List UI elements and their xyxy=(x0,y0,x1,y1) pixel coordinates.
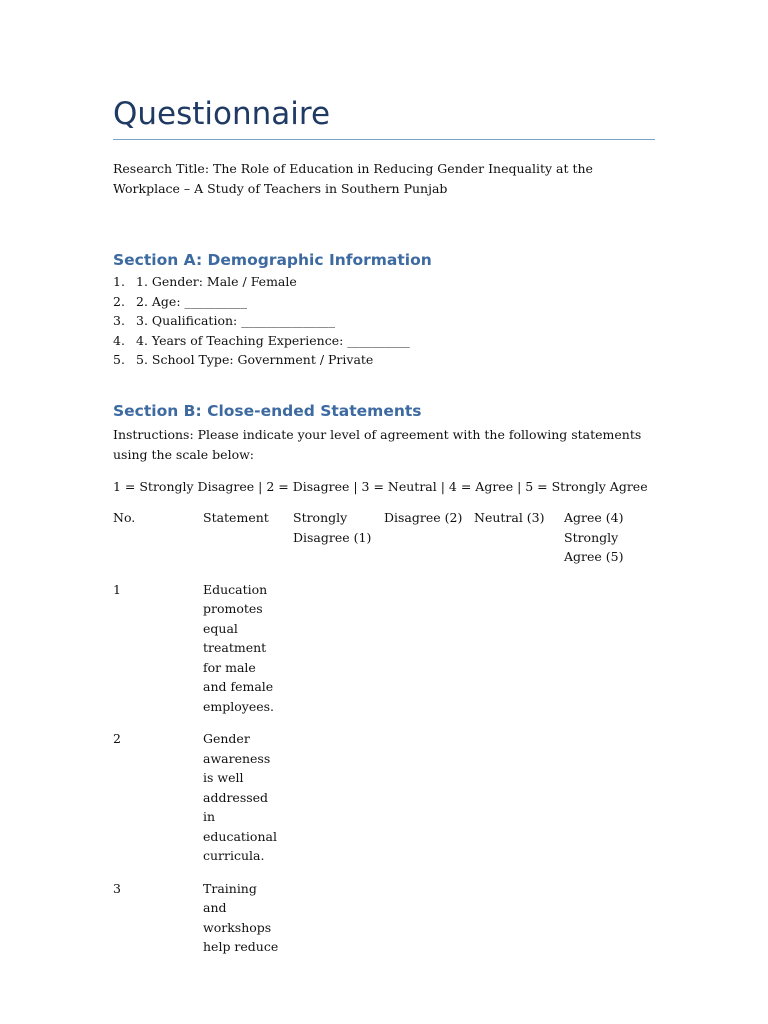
list-item-text: 4. Years of Teaching Experience: __________ xyxy=(136,332,410,348)
list-item-number: 4. xyxy=(113,332,125,348)
section-b-heading: Section B: Close-ended Statements xyxy=(113,402,422,420)
list-item-text: 2. Age: __________ xyxy=(136,293,248,309)
column-header-neutral: Neutral (3) xyxy=(474,510,545,525)
demographic-list xyxy=(113,272,410,370)
list-item-text: 5. School Type: Government / Private xyxy=(136,352,374,367)
column-header-agree-strongly-agree: Agree (4) Strongly Agree (5) xyxy=(564,510,624,564)
page-title: Questionnaire xyxy=(113,96,331,132)
column-header-disagree: Disagree (2) xyxy=(384,510,463,525)
list-item xyxy=(113,331,410,351)
list-item xyxy=(113,292,410,312)
column-header-no: No. xyxy=(113,510,136,525)
table-row xyxy=(113,879,655,957)
list-item-number: 1. xyxy=(113,274,125,289)
statements-table xyxy=(113,508,655,970)
row-number: 3 xyxy=(113,880,121,896)
column-header-strongly-disagree: Strongly Disagree (1) xyxy=(293,510,372,545)
table-row xyxy=(113,580,655,717)
instructions-text: Instructions: Please indicate your level of agreement with the following statements using the scale below: xyxy=(113,427,642,462)
table-row xyxy=(113,729,655,866)
rating-scale: 1 = Strongly Disagree | 2 = Disagree | 3 = Neutral | 4 = Agree | 5 = Strongly Agree xyxy=(113,479,648,494)
list-item-number: 2. xyxy=(113,293,125,309)
title-divider xyxy=(113,139,655,140)
row-statement xyxy=(203,729,293,866)
list-item xyxy=(113,350,410,370)
list-item-text: 3. Qualification: _______________ xyxy=(136,313,335,328)
research-title: Research Title: The Role of Education in Reducing Gender Inequality at the Workplace – A Study of Teachers in Southern Punjab xyxy=(113,161,593,196)
row-number: 2 xyxy=(113,731,121,746)
row-statement xyxy=(203,580,293,717)
table-header-row xyxy=(113,508,655,567)
column-header-statement: Statement xyxy=(203,510,269,525)
statement-text: Training and workshops help reduce xyxy=(203,880,279,954)
row-statement xyxy=(203,879,293,957)
row-number: 1 xyxy=(113,581,121,597)
list-item-number: 5. xyxy=(113,352,125,367)
section-a-heading: Section A: Demographic Information xyxy=(113,251,432,269)
statement-text: Education promotes equal treatment for male and female employees. xyxy=(203,581,275,714)
list-item-text: 1. Gender: Male / Female xyxy=(136,274,297,289)
list-item-number: 3. xyxy=(113,313,125,328)
statement-text: Gender awareness is well addressed in educational curricula. xyxy=(203,731,277,863)
list-item xyxy=(113,272,410,292)
list-item xyxy=(113,311,410,331)
